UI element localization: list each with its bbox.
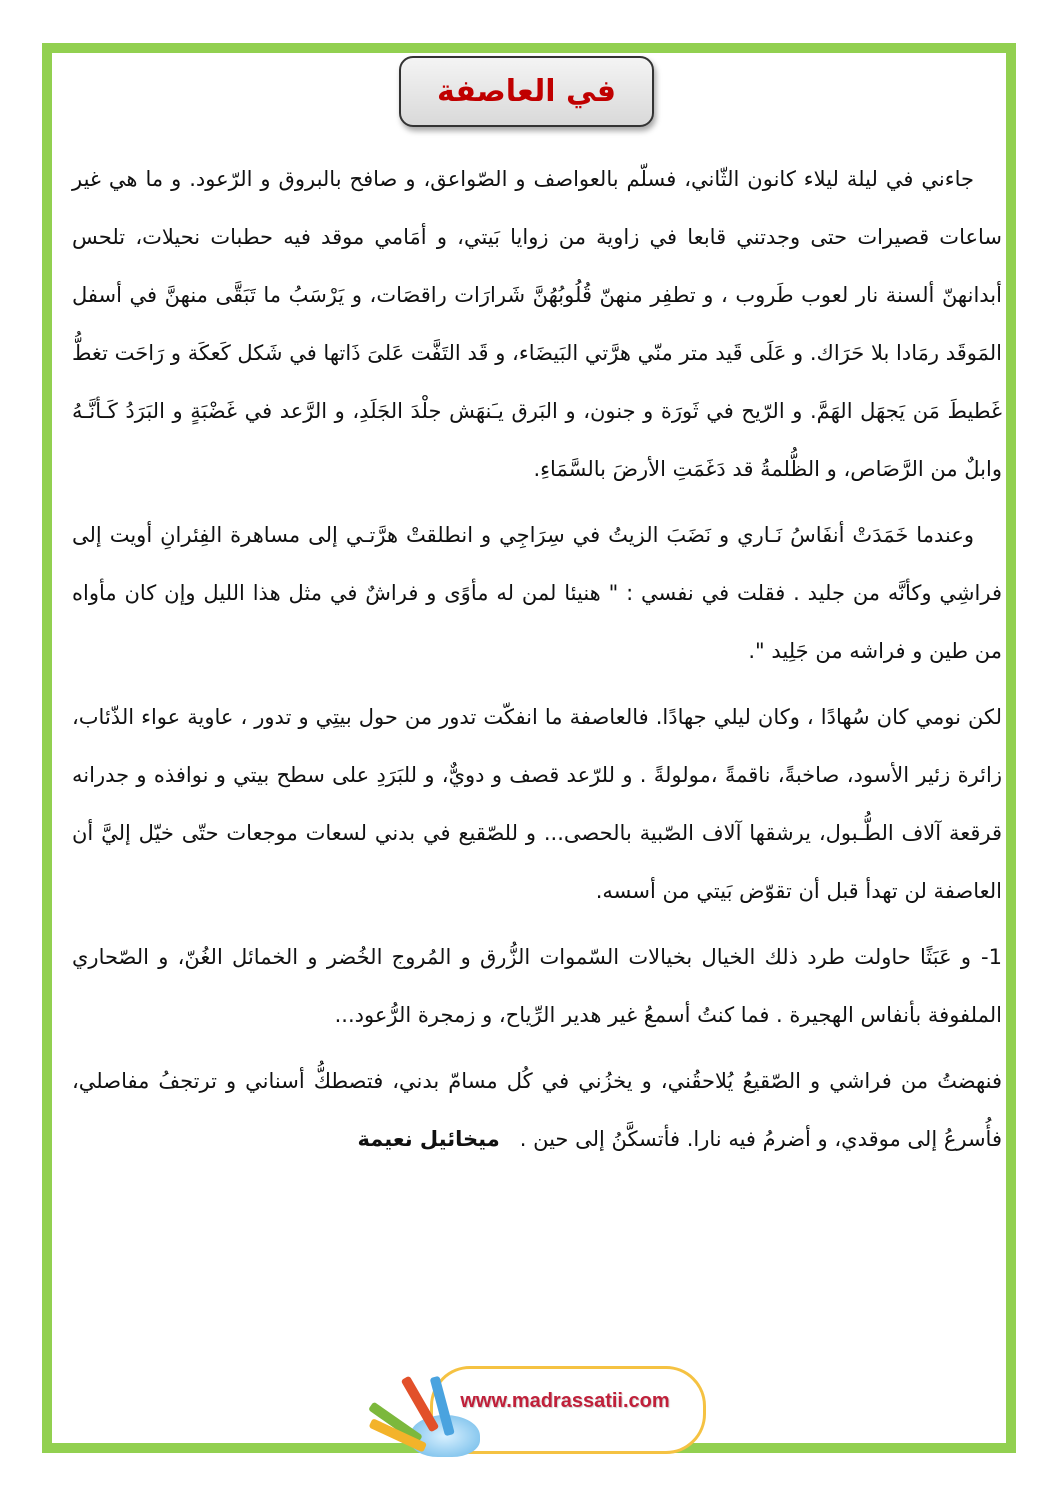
paragraph-2: وعندما خَمَدَتْ أنفَاسُ نَـاري و نَضَبَ الزيتُ في سِرَاجِي و انطلقتْ هرَّتـي إلى مساهرة الفِئرانِ أويت إلى فراشِي وكأنَّه من جليد . فقلت في نفسي : " هنيئا لمن له مأوًى و فراشٌ في مثل هذا الليل وإن كان مأواه من طين و فراشه من جَلِيد ". bbox=[72, 523, 1002, 663]
author-name: ميخائيل نعيمة bbox=[357, 1127, 500, 1151]
paragraph-5 bbox=[72, 1052, 1002, 1168]
list-number: 1- bbox=[981, 945, 1002, 969]
paragraph-3: لكن نومي كان سُهادًا ، وكان ليلي جهادًا. فالعاصفة ما انفكّت تدور من حول بيتِي و تدور ، عاوية عواء الذّئاب، زائرة زئير الأسود، صاخبةً، ناقمةً ،مولولةً . و للرّعد قصف و دويٌّ، و للبَرَدِ على سطح بيتي و نوافذه و جدرانه قرقعة آلاف الطُّـبول، يرشقها آلاف الصّبية بالحصى... و للصّقيع في بدني لسعات موجعات حتّى خيّل إليَّ أن العاصفة لن تهدأ قبل أن تقوّض بَيتي من أسسه. bbox=[72, 705, 1002, 903]
title-box bbox=[399, 56, 654, 127]
logo-url: www.madrassatii.com bbox=[460, 1390, 670, 1412]
paragraph-1: جاءني في ليلة ليلاء كانون الثّاني، فسلّم بالعواصف و الصّواعق، و صافح بالبروق و الرّعود. و ما هي غير ساعات قصيرات حتى وجدتني قابعا في زاوية من زوايا بَيتي، و أمَامي موقد فيه حطبات نحيلات، تلحس أبدانهنّ ألسنة نار لعوب طَروب ، و تطفِر منهنّ قُلُوبُهُنَّ شَرارَات راقصَات، و يَرْسَبُ ما تَبَقَّى منهنَّ في أسفل المَوقَد رمَادا بلا حَرَاك. و عَلَى قَيد متر منّي هرَّتي البَيضَاء، و قَد التَفَّت عَلىَ ذَاتها في شَكل كَعكَة و رَاحَت تغطُّ غَطيطَ مَن يَجهَل الهَمَّ. و الرّيح في ثَورَة و جنون، و البَرق يـَنهَش جلْدَ الجَلَدِ، و الرَّعد في غَضْبَةٍ و البَرَدُ كَـأنَّـهُ وابلٌ من الرَّصَاص، و الظُّلمةُ قد دَغَمَتِ الأرضَ بالسَّمَاءِ. bbox=[72, 167, 1002, 481]
paragraph-4-text: و عَبَثًا حاولت طرد ذلك الخيال بخيالات السّموات الزُّرق و المُروج الخُضر و الخمائل الغُنّ، و الصّحاري الملفوفة بأنفاس الهجيرة . فما كنتُ أسمعُ غير هدير الرِّياح، و زمجرة الرُّعود... bbox=[72, 945, 1002, 1027]
text-body bbox=[72, 150, 1002, 1176]
paragraph-4 bbox=[72, 928, 1002, 1044]
site-logo bbox=[370, 1360, 700, 1460]
page-title: في العاصفة bbox=[437, 74, 616, 109]
paragraph-5-text: فنهضتُ من فراشي و الصّقيعُ يُلاحقُني، و يخزُني في كُل مسامّ بدني، فتصطكُّ أسناني و ترتجفُ مفاصلي، فأُسرعُ إلى موقدي، و أضرمُ فيه نارا. فأتسكَّنُ إلى حين . bbox=[72, 1069, 1002, 1151]
